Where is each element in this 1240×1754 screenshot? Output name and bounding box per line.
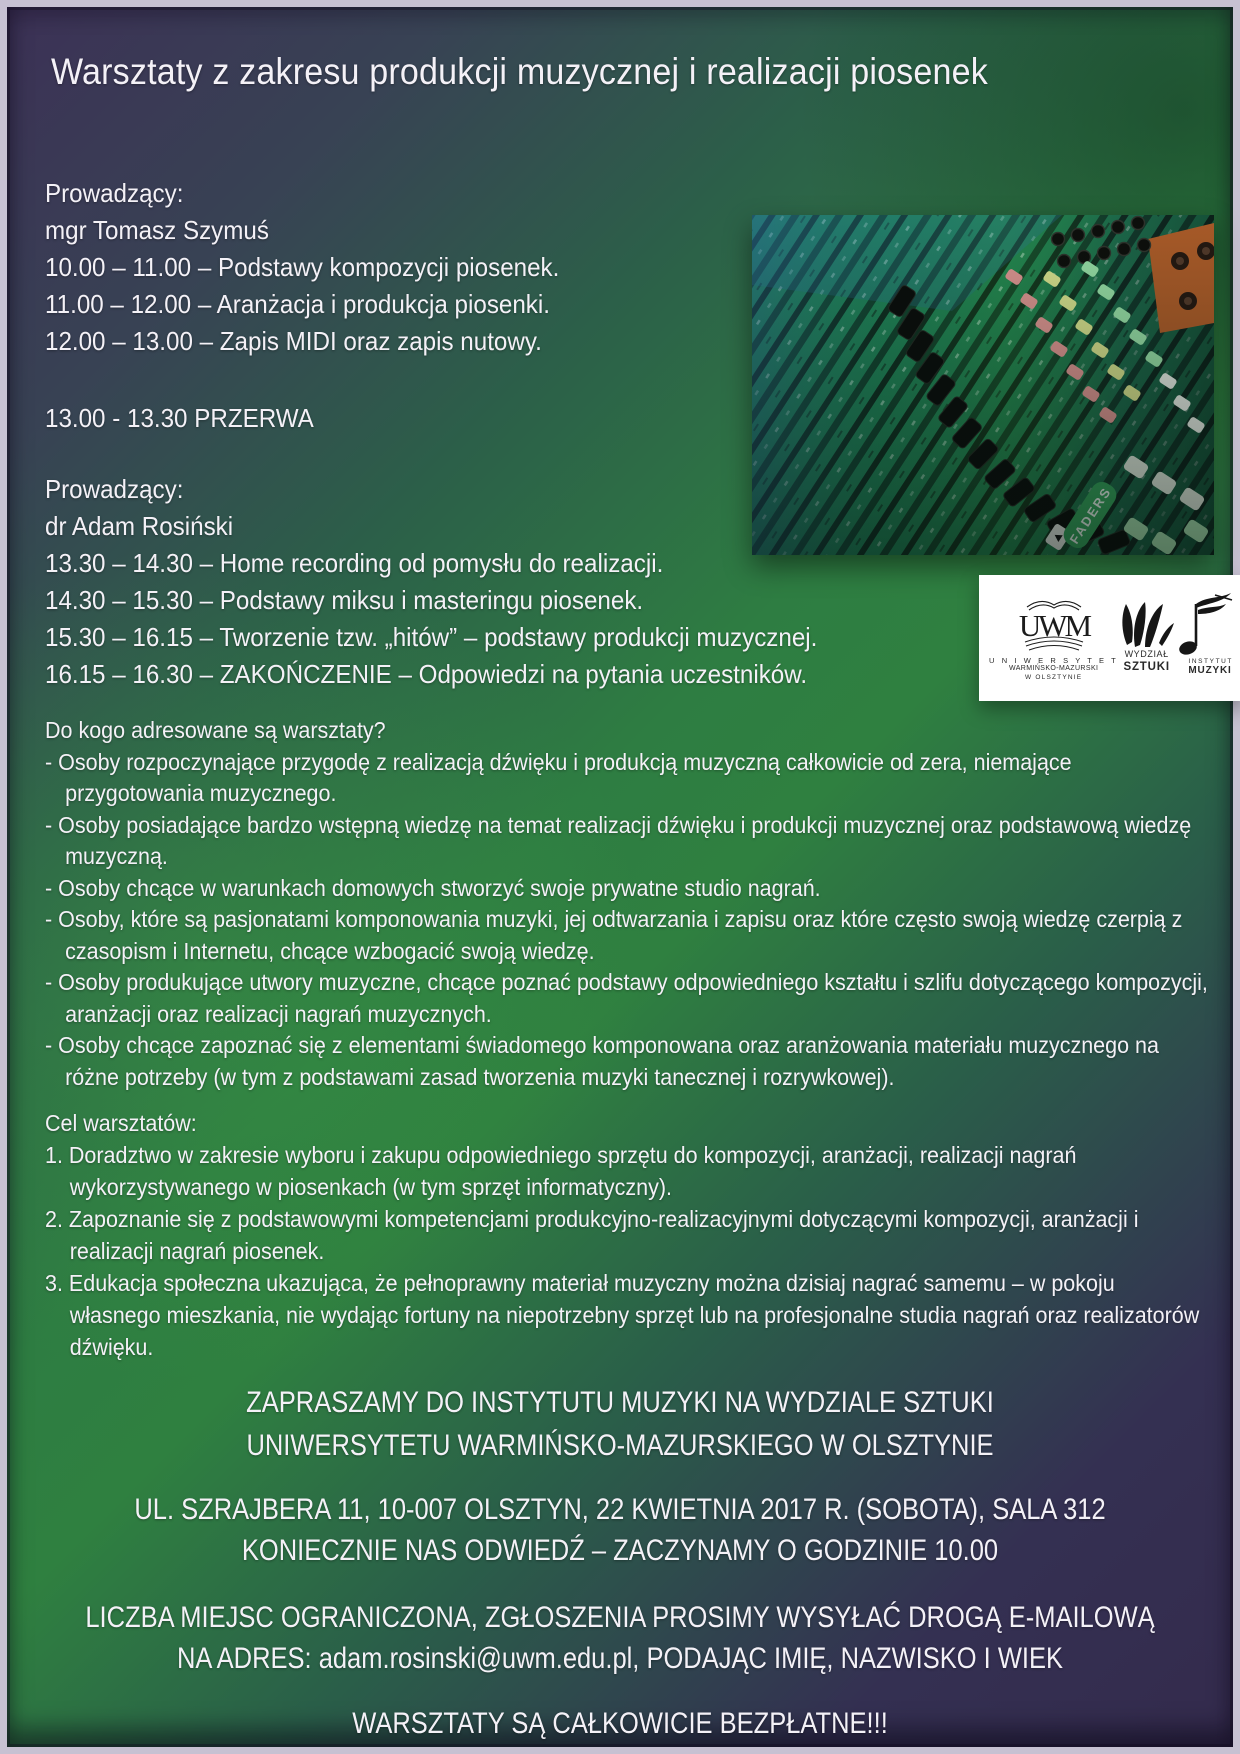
leader-label: Prowadzący: xyxy=(45,474,184,504)
goal-item: 2. Zapoznanie się z podstawowymi kompetencjami produkcyjno-realizacyjnymi dotyczącymi kompozycji, aranżacji i realizacji nagrań piosenek. xyxy=(45,1206,1139,1264)
page-title: Warsztaty z zakresu produkcji muzycznej i realizacji piosenek xyxy=(51,51,988,92)
audience-item: - Osoby chcące zapoznać się z elementami świadomego komponowana oraz aranżowania materiału muzycznego na różne potrzeby (w tym z podstawami zasad tworzenia muzyki tanecznej i rozrywkowej). xyxy=(45,1032,1159,1090)
im-caption-line2: MUZYKI xyxy=(1188,665,1232,676)
schedule-item: 12.00 – 13.00 – Zapis MIDI oraz zapis nutowy. xyxy=(45,326,542,356)
schedule-item: 14.30 – 15.30 – Podstawy miksu i masteringu piosenek. xyxy=(45,585,644,615)
signup-block xyxy=(25,1597,1215,1679)
poster-background xyxy=(7,7,1233,1747)
audience-item: - Osoby, które są pasjonatami komponowania muzyki, jej odtwarzania i zapisu oraz które często swoją wiedzę czerpią z czasopism i Internetu, chcące wzbogacić swoją wiedzę. xyxy=(45,906,1183,964)
uwm-logo xyxy=(989,594,1118,682)
uwm-caption-line1: U N I W E R S Y T E T xyxy=(989,655,1119,665)
schedule-item: 13.30 – 14.30 – Home recording od pomysłu do realizacji. xyxy=(45,548,664,578)
instytut-muzyki-logo xyxy=(1175,592,1233,684)
signup-line-2: NA ADRES: adam.rosinski@uwm.edu.pl, PODAJĄC IMIĘ, NAZWISKO I WIEK xyxy=(176,1642,1064,1675)
music-note-icon xyxy=(1175,592,1233,658)
ws-brush-icon xyxy=(1119,601,1175,649)
audience-item: - Osoby rozpoczynające przygodę z realizacją dźwięku i produkcją muzyczną całkowicie od zera, niemające przygotowania muzycznego. xyxy=(45,748,1072,806)
im-caption xyxy=(1188,658,1233,676)
goal-item: 1. Doradztwo w zakresie wyboru i zakupu odpowiedniego sprzętu do kompozycji, aranżacji, realizacji nagrań wykorzystywanego w piosenkach (w tym sprzęt informatyczny). xyxy=(45,1142,1077,1200)
audience-item: - Osoby posiadające bardzo wstępną wiedzę na temat realizacji dźwięku i produkcji muzycznej oraz podstawową wiedzę muzyczną. xyxy=(45,811,1192,869)
audience-section xyxy=(45,715,1209,1093)
audience-item: - Osoby produkujące utwory muzyczne, chcące poznać podstawy odpowiedniego kształtu i szlifu dotyczącego kompozycji, aranżacji oraz realizacji nagrań muzycznych. xyxy=(45,969,1208,1027)
wydzial-sztuki-logo xyxy=(1119,601,1175,675)
invitation-line-1: ZAPRASZAMY DO INSTYTUTU MUZYKI NA WYDZIALE SZTUKI xyxy=(246,1386,994,1419)
uwm-caption-line2: WARMIŃSKO-MAZURSKI xyxy=(1008,665,1099,673)
ws-caption-line2: SZTUKI xyxy=(1123,661,1170,674)
schedule-item: 11.00 – 12.00 – Aranżacja i produkcja piosenki. xyxy=(45,289,550,319)
venue-line-2: KONIECZNIE NAS ODWIEDŹ – ZACZYNAMY O GODZINIE 10.00 xyxy=(241,1534,999,1567)
im-caption-line1: INSTYTUT xyxy=(1188,658,1233,665)
leader-name: mgr Tomasz Szymuś xyxy=(45,215,269,245)
invitation-block xyxy=(25,1381,1215,1467)
mixing-console-photo xyxy=(752,215,1214,555)
mixing-console-illustration xyxy=(752,215,1214,555)
audience-item: - Osoby chcące w warunkach domowych stworzyć swoje prywatne studio nagrań. xyxy=(45,874,821,901)
venue-block xyxy=(25,1489,1215,1571)
goals-section xyxy=(45,1107,1209,1363)
free-admission-line: WARSZTATY SĄ CAŁKOWICIE BEZPŁATNE!!! xyxy=(352,1707,888,1740)
leader-label: Prowadzący: xyxy=(45,178,184,208)
goals-heading: Cel warsztatów: xyxy=(45,1110,197,1136)
uwm-abbr: UWM xyxy=(1018,607,1089,643)
signup-line-1: LICZBA MIEJSC OGRANICZONA, ZGŁOSZENIA PROSIMY WYSYŁAĆ DROGĄ E-MAILOWĄ xyxy=(85,1601,1155,1634)
schedule-item: 10.00 – 11.00 – Podstawy kompozycji piosenek. xyxy=(45,252,560,282)
ws-caption-line1: WYDZIAŁ xyxy=(1124,649,1169,660)
leader-name: dr Adam Rosiński xyxy=(45,511,234,541)
morning-session-block xyxy=(45,175,559,360)
uwm-book-icon xyxy=(1013,594,1095,656)
schedule-item: 15.30 – 16.15 – Tworzenie tzw. „hitów” – podstawy produkcji muzycznej. xyxy=(45,622,818,652)
goal-item: 3. Edukacja społeczna ukazująca, że pełnoprawny materiał muzyczny można dzisiaj nagrać samemu – w pokoju własnego mieszkania, nie wydając fortuny na niepotrzebny sprzęt lub na profesjonalne studia nagrań oraz realizatorów dźwięku. xyxy=(45,1270,1200,1360)
schedule-item: 16.15 – 16.30 – ZAKOŃCZENIE – Odpowiedzi na pytania uczestników. xyxy=(45,659,808,689)
invitation-line-2: UNIWERSYTETU WARMIŃSKO-MAZURSKIEGO W OLSZTYNIE xyxy=(246,1429,994,1462)
audience-heading: Do kogo adresowane są warsztaty? xyxy=(45,717,386,743)
break-line: 13.00 - 13.30 PRZERWA xyxy=(45,403,314,433)
afternoon-session-block xyxy=(45,471,817,693)
uwm-caption-line3: W OLSZTYNIE xyxy=(1025,674,1083,681)
logo-panel xyxy=(979,575,1240,701)
venue-line-1: UL. SZRAJBERA 11, 10-007 OLSZTYN, 22 KWIETNIA 2017 R. (SOBOTA), SALA 312 xyxy=(134,1493,1106,1526)
